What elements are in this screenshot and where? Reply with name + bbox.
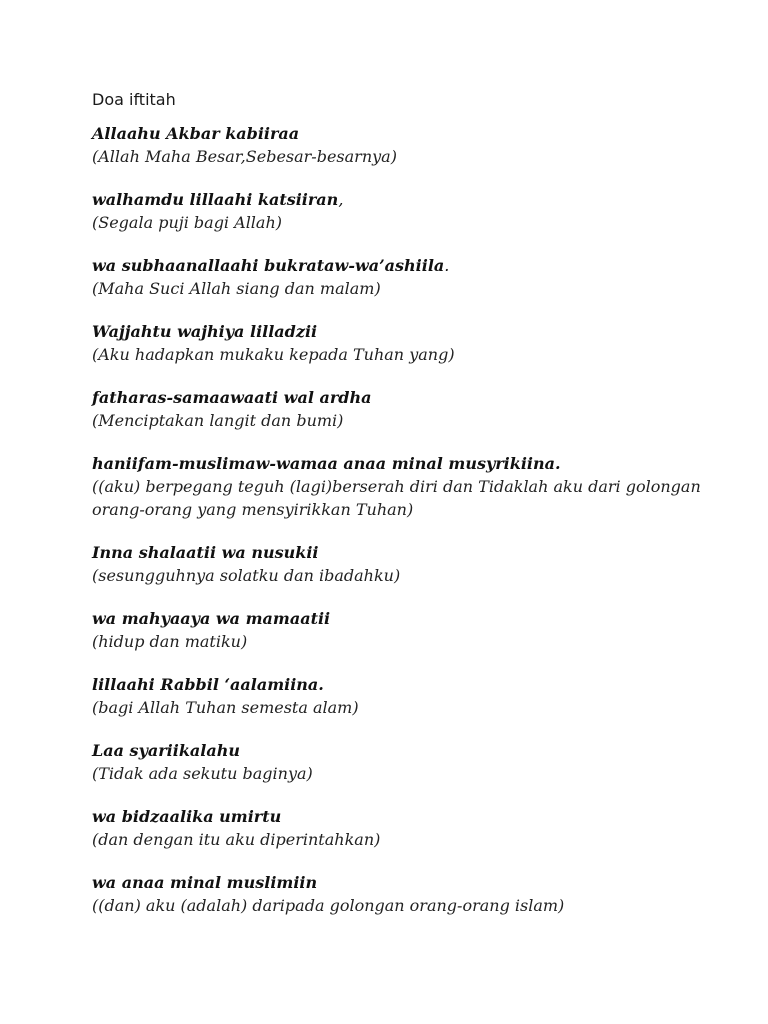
translation-line: (sesungguhnya solatku dan ibadahku) [92, 566, 401, 585]
transliteration-text: wa bidzaalika umirtu [92, 807, 282, 826]
transliteration-line [92, 386, 712, 409]
transliteration-line [92, 122, 712, 145]
translation-line: (Allah Maha Besar,Sebesar-besarnya) [92, 147, 397, 166]
translation-line: (Maha Suci Allah siang dan malam) [92, 279, 381, 298]
stanza [92, 452, 712, 521]
translation-line: (dan dengan itu aku diperintahkan) [92, 830, 381, 849]
translation-line: (hidup dan matiku) [92, 632, 248, 651]
translation-line: (Aku hadapkan mukaku kepada Tuhan yang) [92, 345, 455, 364]
translation-line: (Tidak ada sekutu baginya) [92, 764, 313, 783]
stanza [92, 541, 712, 587]
transliteration-text: wa subhaanallaahi bukrataw-wa’ashiila [92, 256, 445, 275]
stanza [92, 188, 712, 234]
transliteration-text: haniifam-muslimaw-wamaa anaa minal musyrikiina. [92, 454, 561, 473]
transliteration-line [92, 452, 712, 475]
transliteration-line [92, 541, 712, 564]
translation-line: (Menciptakan langit dan bumi) [92, 411, 344, 430]
transliteration-text: wa anaa minal muslimiin [92, 873, 318, 892]
transliteration-text: Inna shalaatii wa nusukii [92, 543, 319, 562]
stanza [92, 254, 712, 300]
transliteration-line [92, 805, 712, 828]
document-title: Doa iftitah [92, 90, 176, 109]
translation-line: (Segala puji bagi Allah) [92, 213, 283, 232]
transliteration-punctuation: , [338, 190, 344, 209]
stanza [92, 673, 712, 719]
stanza [92, 739, 712, 785]
transliteration-text: Allaahu Akbar kabiiraa [92, 124, 300, 143]
transliteration-punctuation: . [444, 256, 450, 275]
stanza [92, 871, 712, 917]
transliteration-text: walhamdu lillaahi katsiiran [92, 190, 339, 209]
transliteration-text: Wajjahtu wajhiya lilladzii [92, 322, 318, 341]
transliteration-text: Laa syariikalahu [92, 741, 240, 760]
document-page [92, 88, 712, 937]
stanza [92, 320, 712, 366]
transliteration-line [92, 254, 712, 277]
transliteration-line [92, 871, 712, 894]
transliteration-text: fatharas-samaawaati wal ardha [92, 388, 372, 407]
transliteration-line [92, 607, 712, 630]
translation-line: ((aku) berpegang teguh (lagi)berserah diri dan Tidaklah aku dari golongan orang-orang yang mensyirikkan Tuhan) [92, 477, 701, 519]
stanza [92, 607, 712, 653]
transliteration-line [92, 673, 712, 696]
stanza [92, 805, 712, 851]
translation-line: ((dan) aku (adalah) daripada golongan orang-orang islam) [92, 896, 565, 915]
transliteration-line [92, 739, 712, 762]
transliteration-line [92, 188, 712, 211]
transliteration-text: wa mahyaaya wa mamaatii [92, 609, 331, 628]
translation-line: (bagi Allah Tuhan semesta alam) [92, 698, 359, 717]
stanza [92, 386, 712, 432]
stanza [92, 122, 712, 168]
transliteration-line [92, 320, 712, 343]
transliteration-text: lillaahi Rabbil ‘aalamiina. [92, 675, 324, 694]
